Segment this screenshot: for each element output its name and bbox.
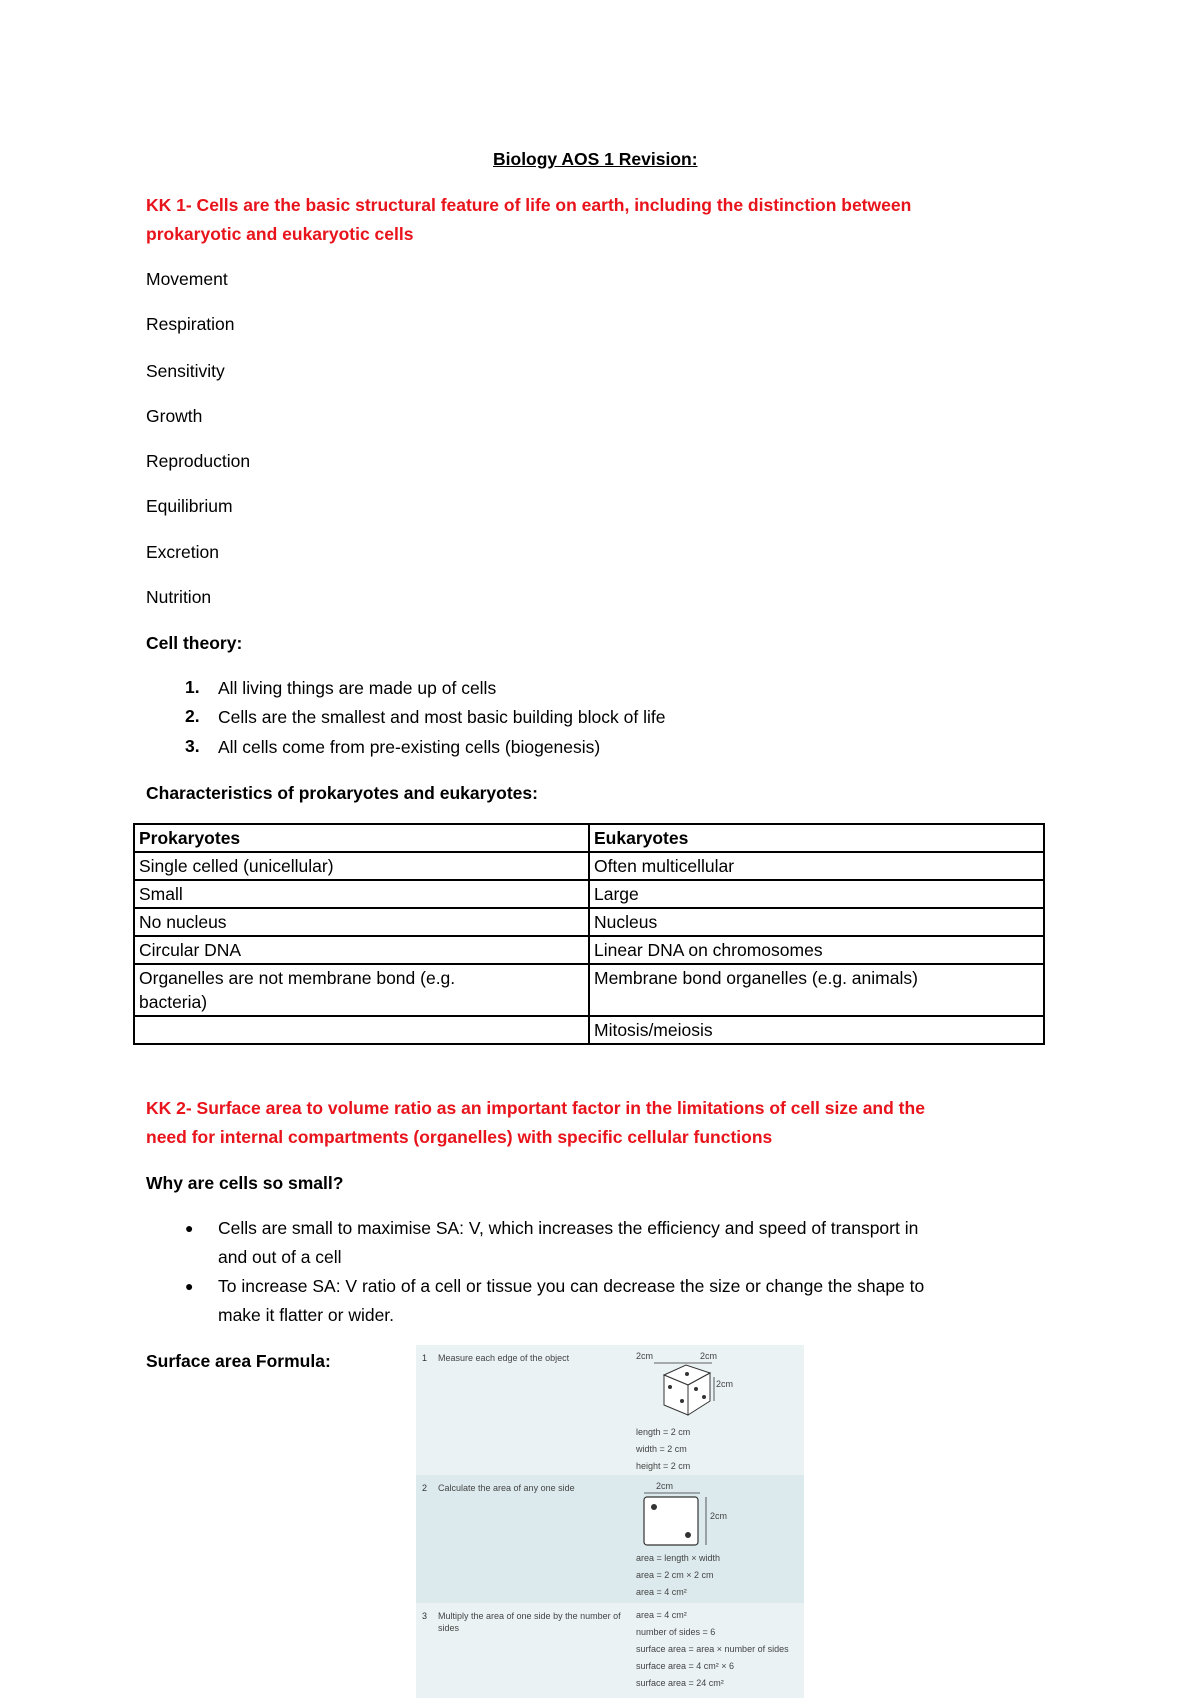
table-cell: No nucleus bbox=[134, 908, 589, 936]
table-cell: Membrane bond organelles (e.g. animals) bbox=[589, 964, 1044, 1016]
cell-theory-number: 1. bbox=[185, 677, 200, 697]
table-row bbox=[134, 964, 1044, 1016]
page-title: Biology AOS 1 Revision: bbox=[493, 149, 698, 169]
step-instruction: Calculate the area of any one side bbox=[438, 1483, 575, 1493]
life-process-respiration: Respiration bbox=[146, 314, 235, 334]
table-header-row bbox=[134, 824, 1044, 852]
table-cell: Single celled (unicellular) bbox=[134, 852, 589, 880]
step-calc-line: surface area = 4 cm² × 6 bbox=[636, 1661, 735, 1671]
life-process-reproduction: Reproduction bbox=[146, 451, 251, 471]
step-calc-line: height = 2 cm bbox=[636, 1461, 691, 1471]
table-cell: Nucleus bbox=[589, 908, 1044, 936]
step-number: 1 bbox=[422, 1353, 428, 1363]
face-dim-label: 2cm bbox=[656, 1481, 674, 1491]
surface-area-figure bbox=[416, 1345, 804, 1698]
step-calc-line: length = 2 cm bbox=[636, 1427, 691, 1437]
table-row bbox=[134, 880, 1044, 908]
cube-dim-label: 2cm bbox=[636, 1351, 654, 1361]
why-small-bullet-line2: and out of a cell bbox=[218, 1247, 342, 1267]
step-calc-line: number of sides = 6 bbox=[636, 1627, 716, 1637]
why-small-bullet-line1: To increase SA: V ratio of a cell or tissue you can decrease the size or change the shape to bbox=[218, 1276, 925, 1296]
cell-theory-heading: Cell theory: bbox=[146, 633, 243, 653]
step-calc-line: width = 2 cm bbox=[636, 1444, 687, 1454]
why-small-bullet-line2: make it flatter or wider. bbox=[218, 1305, 395, 1325]
cell-theory-item: Cells are the smallest and most basic building block of life bbox=[218, 707, 666, 727]
table-row bbox=[134, 1016, 1044, 1044]
table-cell: Circular DNA bbox=[134, 936, 589, 964]
kk2-heading-line1: KK 2- Surface area to volume ratio as an important factor in the limitations of cell size and the bbox=[146, 1098, 925, 1118]
step-calc-line: surface area = area × number of sides bbox=[636, 1644, 789, 1654]
bullet-icon: ● bbox=[185, 1278, 194, 1294]
cell-theory-item: All cells come from pre-existing cells (biogenesis) bbox=[218, 737, 601, 757]
cube-icon bbox=[634, 1349, 774, 1421]
table-row bbox=[134, 852, 1044, 880]
step-calc-line: area = length × width bbox=[636, 1553, 721, 1563]
table-cell: Small bbox=[134, 880, 589, 908]
step-instruction: Multiply the area of one side by the number of sides bbox=[438, 1611, 621, 1633]
kk1-heading-line1: KK 1- Cells are the basic structural feature of life on earth, including the distinction between bbox=[146, 195, 912, 215]
life-process-movement: Movement bbox=[146, 269, 228, 289]
face-dim-label: 2cm bbox=[710, 1511, 728, 1521]
step-calc-line: area = 4 cm² bbox=[636, 1610, 687, 1620]
column-header-eukaryotes: Eukaryotes bbox=[589, 824, 1044, 852]
step-calc-line: area = 4 cm² bbox=[636, 1587, 687, 1597]
figure-step-1 bbox=[416, 1345, 804, 1475]
cell-theory-number: 3. bbox=[185, 736, 200, 756]
why-small-heading: Why are cells so small? bbox=[146, 1173, 344, 1193]
life-process-nutrition: Nutrition bbox=[146, 587, 212, 607]
table-cell: Large bbox=[589, 880, 1044, 908]
table-cell: Often multicellular bbox=[589, 852, 1044, 880]
life-process-growth: Growth bbox=[146, 406, 203, 426]
kk2-heading-line2: need for internal compartments (organelles) with specific cellular functions bbox=[146, 1127, 773, 1147]
step-number: 3 bbox=[422, 1611, 428, 1621]
prokaryote-eukaryote-table bbox=[133, 823, 1045, 1045]
step-calc-line: surface area = 24 cm² bbox=[636, 1678, 724, 1688]
life-process-equilibrium: Equilibrium bbox=[146, 496, 233, 516]
column-header-prokaryotes: Prokaryotes bbox=[134, 824, 589, 852]
table-row bbox=[134, 908, 1044, 936]
table-cell: Mitosis/meiosis bbox=[589, 1016, 1044, 1044]
kk1-heading-line2: prokaryotic and eukaryotic cells bbox=[146, 224, 414, 244]
why-small-bullet-line1: Cells are small to maximise SA: V, which increases the efficiency and speed of transport in bbox=[218, 1218, 919, 1238]
square-face-icon bbox=[634, 1479, 754, 1549]
step-number: 2 bbox=[422, 1483, 428, 1493]
table-cell bbox=[134, 1016, 589, 1044]
table-cell: Linear DNA on chromosomes bbox=[589, 936, 1044, 964]
life-process-excretion: Excretion bbox=[146, 542, 219, 562]
step-instruction: Measure each edge of the object bbox=[438, 1353, 570, 1363]
figure-step-2 bbox=[416, 1475, 804, 1603]
life-process-sensitivity: Sensitivity bbox=[146, 361, 225, 381]
table-cell: Organelles are not membrane bond (e.g. bacteria) bbox=[134, 964, 589, 1016]
cell-theory-item: All living things are made up of cells bbox=[218, 678, 497, 698]
bullet-icon: ● bbox=[185, 1220, 194, 1236]
table-row bbox=[134, 936, 1044, 964]
cube-dim-label: 2cm bbox=[700, 1351, 718, 1361]
cube-dim-label: 2cm bbox=[716, 1379, 734, 1389]
characteristics-heading: Characteristics of prokaryotes and eukaryotes: bbox=[146, 783, 538, 803]
cell-theory-number: 2. bbox=[185, 706, 200, 726]
figure-step-3 bbox=[416, 1603, 804, 1698]
surface-area-heading: Surface area Formula: bbox=[146, 1351, 331, 1371]
step-calc-line: area = 2 cm × 2 cm bbox=[636, 1570, 714, 1580]
